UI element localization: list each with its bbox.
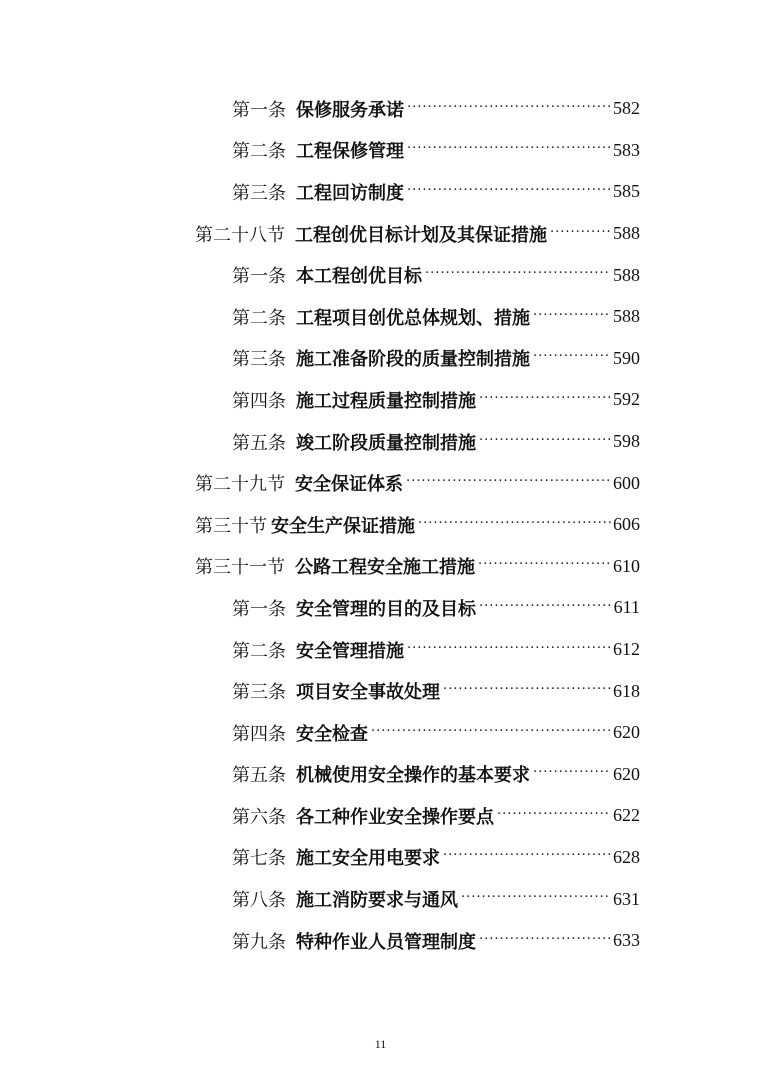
- toc-entry-page: 622: [613, 805, 640, 826]
- toc-entry-page: 620: [613, 763, 640, 784]
- toc-entry-number: 第二条: [232, 141, 286, 163]
- toc-entry-content: [195, 512, 640, 538]
- toc-entry-title: 施工消防要求与通风: [296, 890, 458, 912]
- toc-entry-title: 公路工程安全施工措施: [295, 557, 475, 579]
- toc-entry-number: 第四条: [232, 390, 286, 412]
- toc-entry-content: [232, 720, 640, 746]
- toc-entry-page: 585: [613, 181, 640, 202]
- toc-entry[interactable]: [0, 130, 761, 172]
- toc-dot-leader: [533, 345, 611, 371]
- toc-entry-title: 工程回访制度: [296, 182, 404, 204]
- toc-entry-content: [232, 886, 640, 912]
- toc-entry[interactable]: [0, 546, 761, 588]
- toc-entry[interactable]: [0, 421, 761, 463]
- toc-entry[interactable]: [0, 795, 761, 837]
- toc-entry-number: 第二条: [232, 640, 286, 662]
- toc-entry-page: 588: [613, 264, 640, 285]
- toc-entry-page: 610: [613, 555, 640, 576]
- toc-entry-number: 第一条: [232, 598, 286, 620]
- toc-entry-number: 第八条: [232, 890, 286, 912]
- toc-entry-number: 第五条: [232, 765, 286, 787]
- toc-entry-title: 安全管理的目的及目标: [296, 598, 476, 620]
- toc-entry-page: 612: [613, 639, 640, 660]
- toc-entry-number: 第一条: [232, 99, 286, 121]
- toc-entry[interactable]: [0, 670, 761, 712]
- toc-entry-title: 工程保修管理: [296, 141, 404, 163]
- toc-entry-page: 588: [613, 306, 640, 327]
- toc-entry-content: [195, 221, 640, 247]
- toc-entry-title: 工程创优目标计划及其保证措施: [295, 224, 547, 246]
- toc-entry-title: 项目安全事故处理: [296, 682, 440, 704]
- toc-dot-leader: [479, 387, 611, 413]
- toc-dot-leader: [407, 96, 611, 122]
- toc-entry-number: 第三条: [232, 349, 286, 371]
- toc-entry-page: 590: [613, 347, 640, 368]
- toc-entry-page: 620: [613, 722, 640, 743]
- toc-entry-number: 第三十一节: [195, 557, 285, 579]
- toc-entry[interactable]: [0, 754, 761, 796]
- toc-dot-leader: [550, 221, 611, 247]
- toc-dot-leader: [443, 844, 611, 870]
- toc-entry-title: 竣工阶段质量控制措施: [296, 432, 476, 454]
- toc-entry-number: 第五条: [232, 432, 286, 454]
- toc-entry-content: [232, 137, 640, 163]
- toc-entry-title: 施工准备阶段的质量控制措施: [296, 349, 530, 371]
- toc-entry[interactable]: [0, 213, 761, 255]
- toc-entry-page: 611: [613, 597, 640, 618]
- toc-entry-title: 特种作业人员管理制度: [296, 931, 476, 953]
- toc-entry-title: 安全保证体系: [295, 474, 403, 496]
- toc-entry-content: [232, 345, 640, 371]
- toc-dot-leader: [406, 470, 611, 496]
- toc-entry[interactable]: [0, 254, 761, 296]
- toc-entry-title: 施工安全用电要求: [296, 848, 440, 870]
- toc-entry-number: 第二十九节: [195, 474, 285, 496]
- toc-entry[interactable]: [0, 587, 761, 629]
- toc-entry-title: 机械使用安全操作的基本要求: [296, 765, 530, 787]
- toc-entry-number: 第六条: [232, 806, 286, 828]
- toc-dot-leader: [407, 179, 611, 205]
- toc-entry-content: [232, 803, 640, 829]
- toc-entry[interactable]: [0, 878, 761, 920]
- toc-entry-title: 各工种作业安全操作要点: [296, 806, 494, 828]
- toc-entry-page: 633: [613, 930, 640, 951]
- toc-entry-number: 第七条: [232, 848, 286, 870]
- toc-entry-content: [232, 387, 640, 413]
- toc-entry-page: 592: [613, 389, 640, 410]
- toc-entry-number: 第四条: [232, 723, 286, 745]
- table-of-contents: [0, 88, 761, 961]
- toc-entry[interactable]: [0, 338, 761, 380]
- toc-entry-title: 安全检查: [296, 723, 368, 745]
- toc-entry[interactable]: [0, 920, 761, 962]
- toc-entry[interactable]: [0, 462, 761, 504]
- toc-entry[interactable]: [0, 88, 761, 130]
- toc-dot-leader: [425, 262, 611, 288]
- toc-entry[interactable]: [0, 712, 761, 754]
- toc-dot-leader: [443, 678, 611, 704]
- toc-entry[interactable]: [0, 379, 761, 421]
- toc-entry-page: 588: [613, 223, 640, 244]
- toc-entry-number: 第二十八节: [195, 224, 285, 246]
- toc-entry-content: [232, 595, 640, 621]
- toc-entry-title: 工程项目创优总体规划、措施: [296, 307, 530, 329]
- toc-entry-title: 安全生产保证措施: [271, 515, 415, 537]
- toc-dot-leader: [533, 304, 611, 330]
- toc-entry-number: 第二条: [232, 307, 286, 329]
- toc-entry-content: [232, 96, 640, 122]
- toc-entry-title: 保修服务承诺: [296, 99, 404, 121]
- toc-entry-content: [195, 553, 640, 579]
- toc-entry-content: [232, 429, 640, 455]
- toc-dot-leader: [479, 928, 611, 954]
- toc-dot-leader: [479, 595, 612, 621]
- toc-dot-leader: [533, 761, 611, 787]
- toc-entry[interactable]: [0, 504, 761, 546]
- toc-entry-page: 631: [613, 888, 640, 909]
- toc-entry-page: 628: [613, 846, 640, 867]
- toc-dot-leader: [407, 137, 611, 163]
- toc-entry-number: 第三条: [232, 682, 286, 704]
- toc-entry-number: 第三十节: [195, 515, 267, 537]
- toc-entry-content: [232, 637, 640, 663]
- toc-entry-page: 618: [613, 680, 640, 701]
- toc-entry-number: 第一条: [232, 266, 286, 288]
- toc-entry[interactable]: [0, 837, 761, 879]
- toc-entry-title: 安全管理措施: [296, 640, 404, 662]
- toc-entry-page: 583: [613, 139, 640, 160]
- toc-entry-page: 598: [613, 431, 640, 452]
- toc-entry-title: 本工程创优目标: [296, 266, 422, 288]
- toc-entry[interactable]: [0, 629, 761, 671]
- toc-entry-content: [232, 678, 640, 704]
- page-number: 11: [374, 1037, 387, 1051]
- toc-dot-leader: [461, 886, 611, 912]
- toc-entry-number: 第三条: [232, 182, 286, 204]
- toc-dot-leader: [479, 429, 611, 455]
- toc-entry-number: 第九条: [232, 931, 286, 953]
- toc-entry-page: 582: [613, 98, 640, 119]
- toc-entry-content: [232, 179, 640, 205]
- toc-entry-content: [232, 304, 640, 330]
- toc-entry[interactable]: [0, 171, 761, 213]
- toc-dot-leader: [497, 803, 611, 829]
- toc-dot-leader: [371, 720, 611, 746]
- toc-entry-title: 施工过程质量控制措施: [296, 390, 476, 412]
- toc-entry-content: [232, 928, 640, 954]
- toc-entry-page: 606: [613, 514, 640, 535]
- toc-dot-leader: [478, 553, 611, 579]
- toc-dot-leader: [418, 512, 611, 538]
- toc-entry-page: 600: [613, 472, 640, 493]
- toc-dot-leader: [407, 637, 611, 663]
- toc-entry-content: [232, 761, 640, 787]
- toc-entry-content: [232, 262, 640, 288]
- toc-entry-content: [232, 844, 640, 870]
- toc-entry-content: [195, 470, 640, 496]
- toc-entry[interactable]: [0, 296, 761, 338]
